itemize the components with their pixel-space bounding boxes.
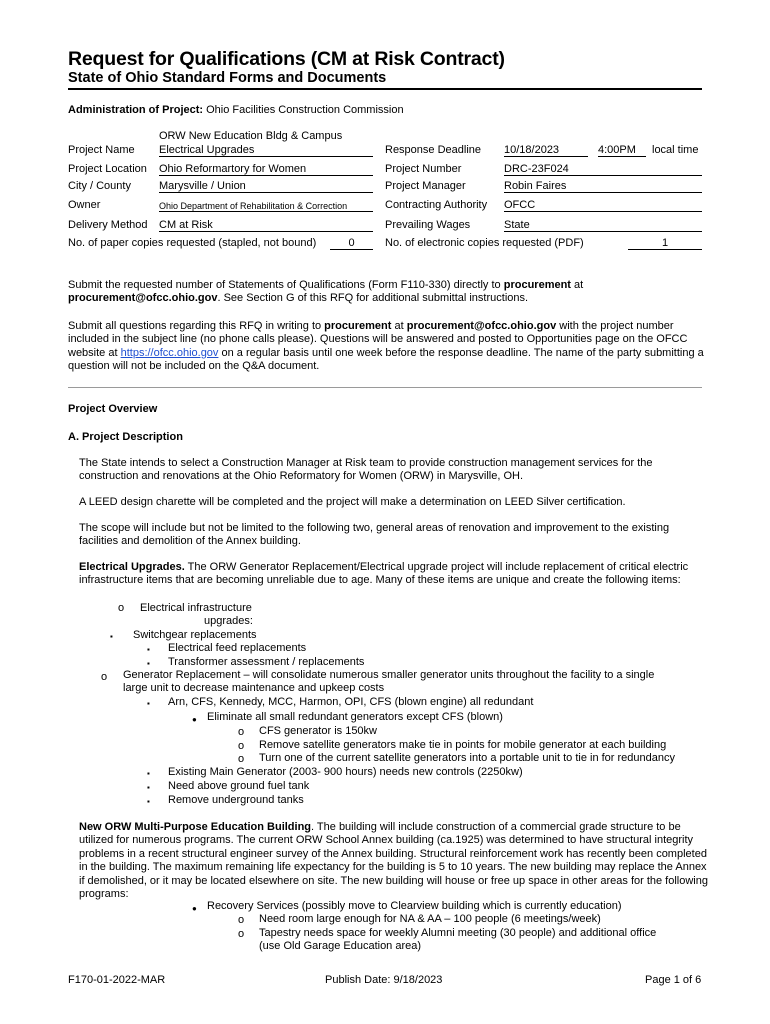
bullet-square: ▪ xyxy=(147,783,150,792)
bullet-square: ▪ xyxy=(147,769,150,778)
procurement-email[interactable]: procurement@ofcc.ohio.gov xyxy=(68,292,218,305)
list-item: Eliminate all small redundant generators except CFS (blown) xyxy=(207,711,503,723)
header-rule xyxy=(68,88,702,90)
bullet-circle: o xyxy=(238,928,245,940)
list-item: Remove satellite generators make tie in points for mobile generator at each building xyxy=(259,739,667,751)
list-item: Electrical infrastructure xyxy=(140,602,252,614)
leed-paragraph: A LEED design charette will be completed and the project will make a determination on LEED Silver certification. xyxy=(79,496,626,508)
electrical-text: The ORW Generator Replacement/Electrical upgrade project will include replacement of critical electric infrastructure items that are becoming unreliable due to age. Many of these items are unique and create the following items: xyxy=(79,561,689,587)
procurement-label: procurement xyxy=(503,279,571,291)
bullet-circle: o xyxy=(118,602,125,614)
footer-page-number: Page 1 of 6 xyxy=(645,974,702,986)
response-deadline-date: 10/18/2023 xyxy=(504,144,588,157)
paper-copies-value: 0 xyxy=(330,237,373,250)
project-manager-label: Project Manager xyxy=(385,180,466,192)
list-item: Tapestry needs space for weekly Alumni meeting (30 people) and additional office xyxy=(259,927,657,939)
list-item: (use Old Garage Education area) xyxy=(259,940,422,952)
list-item: Remove underground tanks xyxy=(168,794,304,806)
footer-form-id: F170-01-2022-MAR xyxy=(68,974,166,986)
bullet-square: ▪ xyxy=(147,797,150,806)
project-location-label: Project Location xyxy=(68,163,147,175)
list-item: Switchgear replacements xyxy=(133,629,257,641)
electrical-paragraph xyxy=(79,561,709,588)
bullet-square: ▪ xyxy=(147,659,150,668)
ofcc-website-link[interactable]: https://ofcc.ohio.gov xyxy=(120,346,219,359)
bullet-square: ▪ xyxy=(110,632,113,641)
intro-paragraph: The State intends to select a Construction Manager at Risk team to provide construction management services for the construction and renovations at the Ohio Reformatory for Women (ORW) in Marysville, OH. xyxy=(79,457,653,483)
delivery-method-label: Delivery Method xyxy=(68,219,148,231)
list-item: Electrical feed replacements xyxy=(168,642,307,654)
contracting-authority-value: OFCC xyxy=(504,199,702,212)
submit-text: Submit the requested number of Statements of Qualifications (Form F110-330) directly to xyxy=(68,279,504,291)
new-building-title: New ORW Multi-Purpose Education Building xyxy=(79,821,312,833)
bullet-square: ▪ xyxy=(147,645,150,654)
questions-text: at xyxy=(391,320,407,332)
project-location-value: Ohio Reformartory for Women xyxy=(159,163,373,176)
questions-paragraph xyxy=(68,320,708,374)
document-title: Request for Qualifications (CM at Risk Contract) xyxy=(68,48,505,70)
paper-copies-label: No. of paper copies requested (stapled, not bound) xyxy=(68,237,317,249)
project-number-label: Project Number xyxy=(385,163,462,175)
submit-text: . See Section G of this RFQ for additional submittal instructions. xyxy=(217,292,529,305)
submit-paragraph xyxy=(68,279,708,306)
owner-value: Ohio Department of Rehabilitation & Correction xyxy=(159,201,373,212)
bullet-circle: o xyxy=(101,671,108,683)
bullet-circle: o xyxy=(238,740,245,752)
project-name-label: Project Name xyxy=(68,144,135,156)
project-name-line1: ORW New Education Bldg & Campus xyxy=(159,130,343,142)
electrical-title: Electrical Upgrades. xyxy=(79,561,185,573)
bullet-dot: ● xyxy=(192,715,197,724)
list-item: Turn one of the current satellite generators into a portable unit to tie in for redundancy xyxy=(259,752,676,764)
delivery-method-value: CM at Risk xyxy=(159,219,373,232)
list-item: Existing Main Generator (2003- 900 hours) needs new controls (2250kw) xyxy=(168,766,523,778)
list-item: Recovery Services (possibly move to Clearview building which is currently education) xyxy=(207,900,622,912)
new-building-text: . The building will include construction of a commercial grade structure to be utilized for numerous programs. The current ORW School Annex building (ca.1925) was determined to have structural integrity problems in a recent structural engineer survey of the Annex building. Structural reinforcement work has recently been completed in the building. The maximum remaining life expectancy for the building is 5 to 10 years. The new building may replace the Annex if demolished, or it may be located elsewhere on site. The new building will house or free up space in other areas for the following programs: xyxy=(79,821,708,901)
city-county-value: Marysville / Union xyxy=(159,180,373,193)
prevailing-wages-label: Prevailing Wages xyxy=(385,219,471,231)
project-manager-value: Robin Faires xyxy=(504,180,702,193)
questions-text: Submit all questions regarding this RFQ in writing to xyxy=(68,320,325,332)
list-item: Need above ground fuel tank xyxy=(168,780,310,792)
new-building-paragraph xyxy=(79,821,709,901)
questions-text: on a regular basis until one week before the response deadline. The name of the party submitting a question will not be included on the Q&A document. xyxy=(68,346,704,373)
list-item: upgrades: xyxy=(204,615,253,627)
city-county-label: City / County xyxy=(68,180,131,192)
document-subtitle: State of Ohio Standard Forms and Documents xyxy=(68,70,387,86)
electronic-copies-label: No. of electronic copies requested (PDF) xyxy=(385,237,584,249)
bullet-circle: o xyxy=(238,753,245,765)
project-overview-heading: Project Overview xyxy=(68,403,158,415)
list-item: Generator Replacement – will consolidate numerous smaller generator units throughout the facility to a single xyxy=(123,669,655,681)
section-divider xyxy=(68,387,702,388)
admin-value: Ohio Facilities Construction Commission xyxy=(206,104,404,116)
local-time-label: local time xyxy=(652,144,699,156)
bullet-dot: ● xyxy=(192,904,197,913)
questions-text: with the project number included in the subject line (no phone calls please). Questions will be answered and posted to Opportunities page on the OFCC website at xyxy=(68,320,688,359)
owner-label: Owner xyxy=(68,199,101,211)
administration-line xyxy=(68,104,404,116)
list-item: Arn, CFS, Kennedy, MCC, Harmon, OPI, CFS (blown engine) all redundant xyxy=(168,696,534,708)
response-deadline-label: Response Deadline xyxy=(385,144,482,156)
electronic-copies-value: 1 xyxy=(628,237,702,250)
bullet-circle: o xyxy=(238,914,245,926)
bullet-square: ▪ xyxy=(147,699,150,708)
prevailing-wages-value: State xyxy=(504,219,702,232)
procurement-label: procurement xyxy=(324,320,392,332)
project-description-heading: A. Project Description xyxy=(68,431,183,443)
list-item: Transformer assessment / replacements xyxy=(168,656,365,668)
footer-publish-date: Publish Date: 9/18/2023 xyxy=(325,974,443,986)
procurement-email[interactable]: procurement@ofcc.ohio.gov xyxy=(406,320,557,332)
contracting-authority-label: Contracting Authority xyxy=(385,199,488,211)
project-number-value: DRC-23F024 xyxy=(504,163,702,176)
list-item: Need room large enough for NA & AA – 100 people (6 meetings/week) xyxy=(259,913,601,925)
list-item: large unit to decrease maintenance and upkeep costs xyxy=(123,682,385,694)
bullet-circle: o xyxy=(238,726,245,738)
submit-text: at xyxy=(570,279,584,291)
admin-label: Administration of Project: xyxy=(68,104,204,116)
scope-paragraph: The scope will include but not be limited to the following two, general areas of renovation and improvement to the existing facilities and demolition of the Annex building. xyxy=(79,522,670,548)
response-deadline-time: 4:00PM xyxy=(598,144,646,157)
list-item: CFS generator is 150kw xyxy=(259,725,377,737)
project-name-line2: Electrical Upgrades xyxy=(159,144,373,157)
